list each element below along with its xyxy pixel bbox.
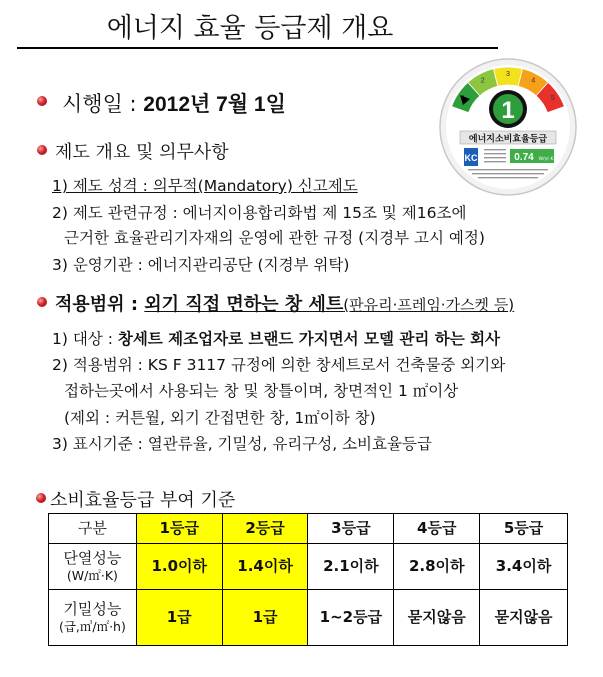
scope-line-4: (제외 : 커튼월, 외기 간접면한 창, 1㎡이하 창): [64, 409, 376, 427]
badge-label: 에너지소비효율등급: [468, 134, 548, 145]
effective-date: [62, 88, 286, 118]
scope-title-suffix: (판유리·프레임·가스켓 등): [343, 296, 515, 314]
row-label-airtightness: 기밀성능 (급,㎥/㎡·h): [49, 590, 137, 646]
badge-unit: W/㎡·K: [538, 157, 554, 162]
table-cell: 3.4이하: [480, 544, 568, 590]
table-cell: 묻지않음: [480, 590, 568, 646]
header-grade-2: 2등급: [222, 514, 308, 544]
badge-value: 0.74: [514, 152, 534, 163]
kc-mark-icon: KC: [464, 153, 478, 163]
section-grade-title: 소비효율등급 부여 기준: [50, 490, 236, 511]
overview-line-1: 1) 제도 성격 : 의무적(Mandatory) 신고제도: [52, 177, 358, 195]
header-grade-3: 3등급: [308, 514, 394, 544]
grade-scale-label: 5: [550, 94, 555, 102]
bullet-icon: [37, 297, 47, 307]
scope-title-main: 외기 직접 면하는 창 세트: [144, 294, 344, 315]
table-cell: 1~2등급: [308, 590, 394, 646]
table-cell: 1급: [136, 590, 222, 646]
header-grade-4: 4등급: [394, 514, 480, 544]
table-cell: 1.0이하: [136, 544, 222, 590]
grade-scale-label: 2: [480, 77, 485, 85]
header-category: 구분: [49, 514, 137, 544]
section-overview-title: 제도 개요 및 의무사항: [55, 142, 229, 163]
effective-date-label: 시행일 :: [62, 92, 144, 116]
energy-grade-badge: [438, 57, 578, 197]
title-underline: [17, 47, 498, 49]
header-grade-5: 5등급: [480, 514, 568, 544]
badge-grade-number: 1: [501, 97, 515, 124]
table-cell: 묻지않음: [394, 590, 480, 646]
overview-line-3: 근거한 효율관리기자재의 운영에 관한 규정 (지경부 고시 예정): [64, 229, 485, 247]
grade-criteria-table: [48, 513, 568, 646]
scope-line-3: 접하는곳에서 사용되는 창 및 창틀이며, 창면적인 1 ㎡이상: [64, 382, 459, 400]
table-cell: 1급: [222, 590, 308, 646]
effective-date-value: 2012년 7월 1일: [143, 93, 286, 116]
bullet-icon: [36, 493, 46, 503]
header-grade-1: 1등급: [136, 514, 222, 544]
table-header-row: [49, 514, 568, 544]
overview-line-4: 3) 운영기관 : 에너지관리공단 (지경부 위탁): [52, 256, 350, 274]
table-cell: 2.1이하: [308, 544, 394, 590]
grade-scale-label: 3: [506, 71, 510, 78]
overview-line-2: 2) 제도 관련규정 : 에너지이용합리화법 제 15조 및 제16조에: [52, 204, 467, 222]
bullet-icon: [37, 96, 47, 106]
table-row: [49, 544, 568, 590]
scope-line-2: 2) 적용범위 : KS F 3117 규정에 의한 창세트로서 건축물중 외기와: [52, 356, 506, 374]
scope-line-1: 1) 대상 : 창세트 제조업자로 브랜드 가지면서 모델 관리 하는 회사: [52, 330, 501, 348]
scope-line-5: 3) 표시기준 : 열관류율, 기밀성, 유리구성, 소비효율등급: [52, 435, 432, 453]
section-scope-title: [55, 290, 514, 316]
table-cell: 2.8이하: [394, 544, 480, 590]
grade-scale-label: 4: [531, 77, 536, 85]
scope-title-prefix: 적용범위 :: [55, 294, 145, 315]
table-row: [49, 590, 568, 646]
table-cell: 1.4이하: [222, 544, 308, 590]
bullet-icon: [37, 145, 47, 155]
page-title: 에너지 효율 등급제 개요: [106, 13, 394, 44]
row-label-insulation: 단열성능 (W/㎡·K): [49, 544, 137, 590]
